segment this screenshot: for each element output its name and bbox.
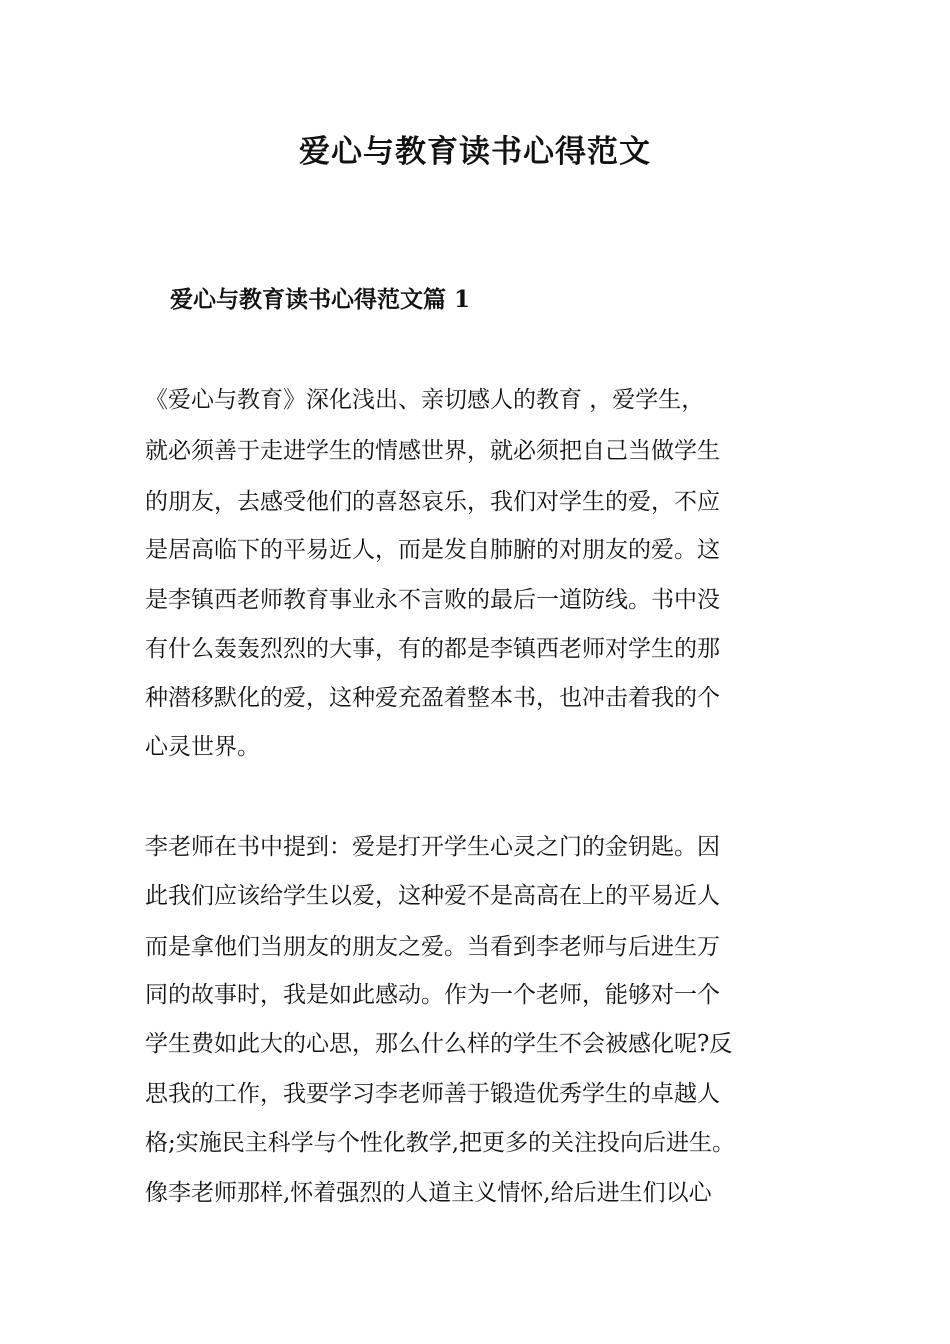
text-line: 有什么轰轰烈烈的大事，有的都是李镇西老师对学生的那 [145, 636, 720, 662]
text-line: 李老师在书中提到：爱是打开学生心灵之门的金钥匙。因 [145, 834, 720, 860]
text-line: 的朋友，去感受他们的喜怒哀乐，我们对学生的爱，不应 [145, 489, 720, 515]
text-line: 是李镇西老师教育事业永不言败的最后一道防线。书中没 [145, 587, 720, 613]
text-line: 像李老师那样,怀着强烈的人道主义情怀,给后进生们以心 [145, 1180, 712, 1206]
document-title: 爱心与教育读书心得范文 [299, 134, 651, 170]
section-heading: 爱心与教育读书心得范文篇 1 [170, 286, 471, 313]
text-line: 种潜移默化的爱，这种爱充盈着整本书，也冲击着我的个 [145, 685, 720, 711]
text-line: 就必须善于走进学生的情感世界，就必须把自己当做学生 [145, 438, 720, 464]
text-line: 而是拿他们当朋友的朋友之爱。当看到李老师与后进生万 [145, 934, 720, 960]
text-line: 学生费如此大的心思，那么什么样的学生不会被感化呢?反 [145, 1031, 733, 1057]
text-line: 思我的工作，我要学习李老师善于锻造优秀学生的卓越人 [145, 1081, 720, 1107]
text-line: 心灵世界。 [145, 734, 260, 760]
text-line: 同的故事时，我是如此感动。作为一个老师，能够对一个 [145, 982, 720, 1008]
text-line: 《爱心与教育》深化浅出、亲切感人的教育 ，爱学生， [145, 387, 705, 413]
text-line: 格;实施民主科学与个性化教学,把更多的关注投向后进生。 [145, 1130, 736, 1156]
text-line: 是居高临下的平易近人，而是发自肺腑的对朋友的爱。这 [145, 537, 720, 563]
text-line: 此我们应该给学生以爱，这种爱不是高高在上的平易近人 [145, 883, 720, 909]
